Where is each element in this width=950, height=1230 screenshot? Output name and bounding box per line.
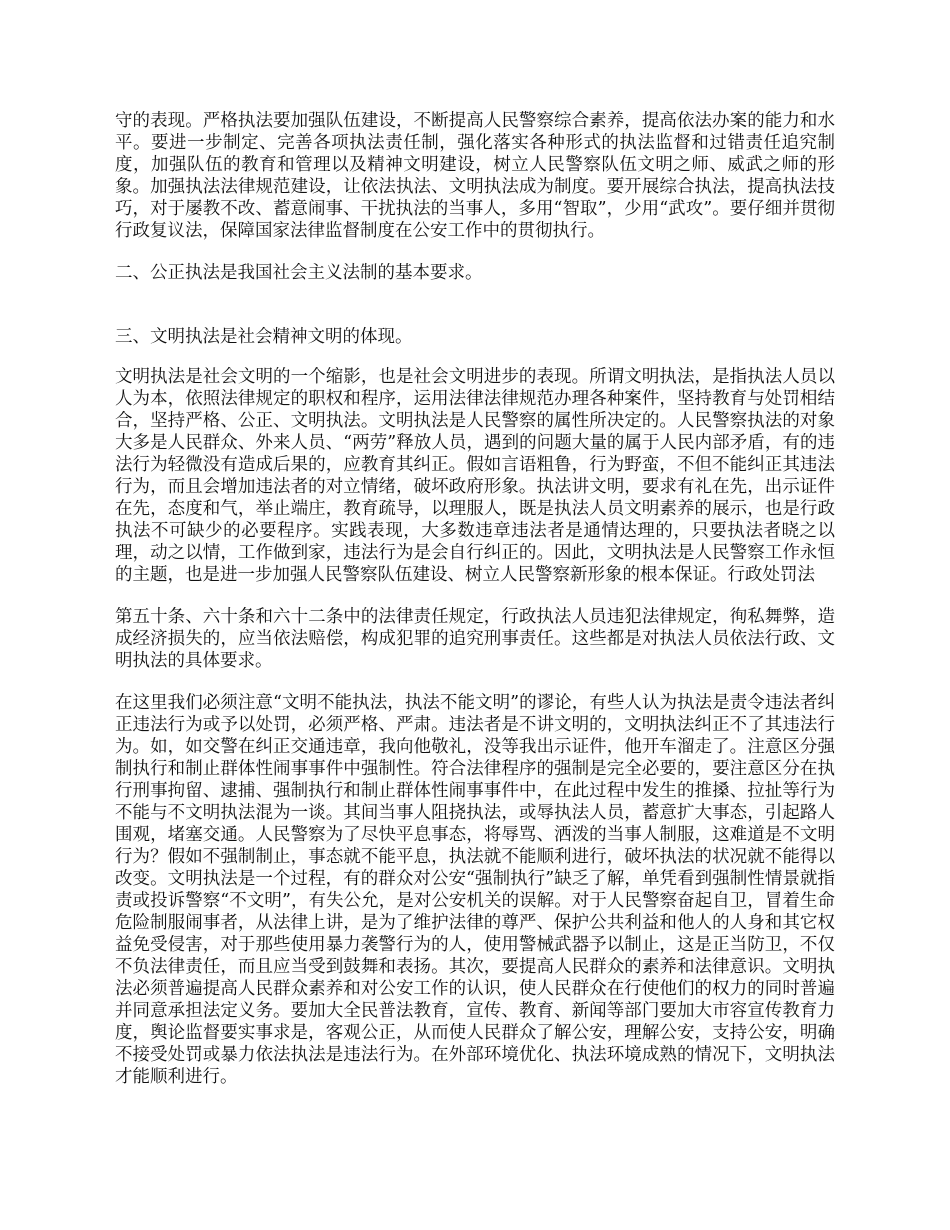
paragraph-fallacy: 在这里我们必须注意“文明不能执法，执法不能文明”的谬论，有些人认为执法是责令违法者纠正违法行为或予以处罚，必须严格、严肃。违法者是不讲文明的，文明执法纠正不了其违法行为。如，如交警在纠正交通违章，我向他敬礼，没等我出示证件，他开车溜走了。注意区分强制执行和制止群体性闹事事件中强制性。符合法律程序的强制是完全必要的，要注意区分在执行刑事拘留、逮捕、强制执行和制止群体性闹事事件中，在此过程中发生的推搡、拉扯等行为不能与不文明执法混为一谈。其间当事人阻挠执法，或辱执法人员，蓄意扩大事态，引起路人围观，堵塞交通。人民警察为了尽快平息事态，将辱骂、洒泼的当事人制服，这难道是不文明行为？假如不强制制止，事态就不能平息，执法就不能顺利进行，破坏执法的状况就不能得以改变。文明执法是一个过程，有的群众对公安“强制执行”缺乏了解，单凭看到强制性情景就指责或投诉警察“不文明”，有失公允，是对公安机关的误解。对于人民警察奋起自卫，冒着生命危险制服闹事者，从法律上讲，是为了维护法律的尊严、保护公共利益和他人的人身和其它权益免受侵害，对于那些使用暴力袭警行为的人，使用警械武器予以制止，这是正当防卫，不仅不负法律责任，而且应当受到鼓舞和表扬。其次，要提高人民群众的素养和法律意识。文明执法必须普遍提高人民群众素养和对公安工作的认识，使人民群众在行使他们的权力的同时普遍并同意承担法定义务。要加大全民普法教育，宣传、教育、新闻等部门要加大市容宣传教育力度，舆论监督要实事求是，客观公正，从而使人民群众了解公安，理解公安，支持公安，明确不接受处罚或暴力依法执法是违法行为。在外部环境优化、执法环境成熟的情况下，文明执法才能顺利进行。 <box>115 693 835 1087</box>
section-heading-civilized-enforcement: 三、文明执法是社会精神文明的体现。 <box>115 327 413 347</box>
paragraph-strict-enforcement: 守的表现。严格执法要加强队伍建设，不断提高人民警察综合素养，提高依法办案的能力和水平。要进一步制定、完善各项执法责任制，强化落实各种形式的执法监督和过错责任追究制度，加强队伍的教育和管理以及精神文明建设，树立人民警察队伍文明之师、威武之师的形象。加强执法法律规范建设，让依法执法、文明执法成为制度。要开展综合执法，提高执法技巧，对于屡教不改、蓄意闹事、干扰执法的当事人，多用“智取”，少用“武攻”。要仔细并贯彻行政复议法，保障国家法律监督制度在公安工作中的贯彻执行。 <box>115 111 835 241</box>
section-heading-fair-enforcement: 二、公正执法是我国社会主义法制的基本要求。 <box>115 263 483 283</box>
paragraph-legal-liability: 第五十条、六十条和六十二条中的法律责任规定，行政执法人员违犯法律规定，徇私舞弊，造成经济损失的，应当依法赔偿，构成犯罪的追究刑事责任。这些都是对执法人员依法行政、文明执法的具体要求。 <box>115 607 835 671</box>
document-page <box>115 110 835 1088</box>
paragraph-civilized-enforcement: 文明执法是社会文明的一个缩影，也是社会文明进步的表现。所谓文明执法，是指执法人员以人为本，依照法律规定的职权和程序，运用法律法律规范办理各种案件，坚持教育与处罚相结合，坚持严格、公正、文明执法。文明执法是人民警察的属性所决定的。人民警察执法的对象大多是人民群众、外来人员、“两劳”释放人员，遇到的问题大量的属于人民内部矛盾，有的违法行为轻微没有造成后果的，应教育其纠正。假如言语粗鲁，行为野蛮，不但不能纠正其违法行为，而且会增加违法者的对立情绪，破坏政府形象。执法讲文明，要求有礼在先，出示证件在先，态度和气，举止端庄，教育疏导，以理服人，既是执法人员文明素养的展示，也是行政执法不可缺少的必要程序。实践表现，大多数违章违法者是通情达理的，只要执法者晓之以理，动之以情，工作做到家，违法行为是会自行纠正的。因此，文明执法是人民警察工作永恒的主题，也是进一步加强人民警察队伍建设、树立人民警察新形象的根本保证。行政处罚法 <box>115 367 835 585</box>
